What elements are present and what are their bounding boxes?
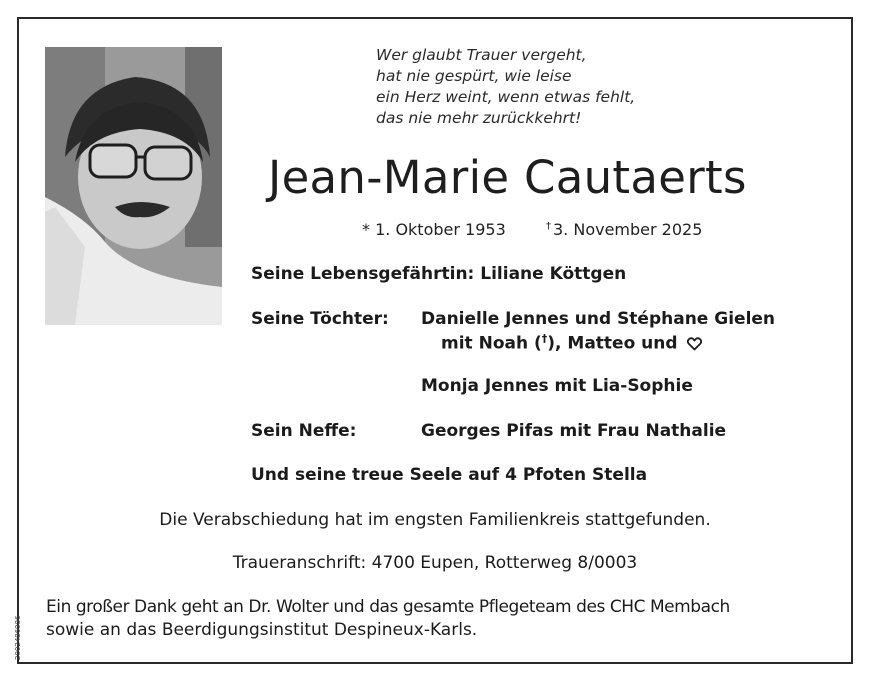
partner-line: Seine Lebensgefährtin: Liliane Köttgen	[251, 264, 627, 284]
birth-symbol: *	[362, 220, 370, 239]
dagger-symbol: †	[546, 221, 551, 232]
poem-line: Wer glaubt Trauer vergeht,	[376, 46, 587, 64]
thanks-line1: Ein großer Dank geht an Dr. Wolter und das gesamte Pflegeteam des CHC Membach	[46, 597, 730, 617]
grandchildren-text-a: mit Noah (	[441, 333, 542, 354]
nephew-label: Sein Neffe:	[251, 421, 357, 441]
heart-icon	[687, 337, 702, 351]
birth-date	[362, 220, 506, 239]
side-code: 2002486986	[14, 615, 22, 660]
pet-line: Und seine treue Seele auf 4 Pfoten Stella	[251, 465, 648, 485]
death-date	[546, 220, 702, 239]
daughter2-line: Monja Jennes mit Lia-Sophie	[421, 376, 693, 396]
poem-line: ein Herz weint, wenn etwas fehlt,	[376, 88, 636, 106]
thanks-line2: sowie an das Beerdigungsinstitut Despineux-Karls.	[46, 620, 478, 640]
farewell-text: Die Verabschiedung hat im engsten Familienkreis stattgefunden.	[159, 510, 711, 530]
address-text: Traueranschrift: 4700 Eupen, Rotterweg 8/0003	[232, 553, 638, 573]
nephew-line: Georges Pifas mit Frau Nathalie	[421, 421, 727, 441]
portrait-illustration	[45, 47, 222, 325]
daughters-label: Seine Töchter:	[251, 309, 389, 329]
daughter1-line1: Danielle Jennes und Stéphane Gielen	[421, 309, 776, 329]
dagger-symbol: †	[541, 332, 548, 345]
portrait-photo	[45, 47, 222, 325]
grandchildren-text-b: ), Matteo und	[547, 333, 678, 354]
poem-line: das nie mehr zurückkehrt!	[376, 109, 582, 127]
deceased-name: Jean-Marie Cautaerts	[268, 151, 747, 204]
death-text: 3. November 2025	[553, 220, 703, 239]
birth-text: 1. Oktober 1953	[375, 220, 506, 239]
daughter1-line2	[441, 332, 702, 354]
poem	[376, 45, 696, 129]
poem-line: hat nie gespürt, wie leise	[376, 67, 572, 85]
